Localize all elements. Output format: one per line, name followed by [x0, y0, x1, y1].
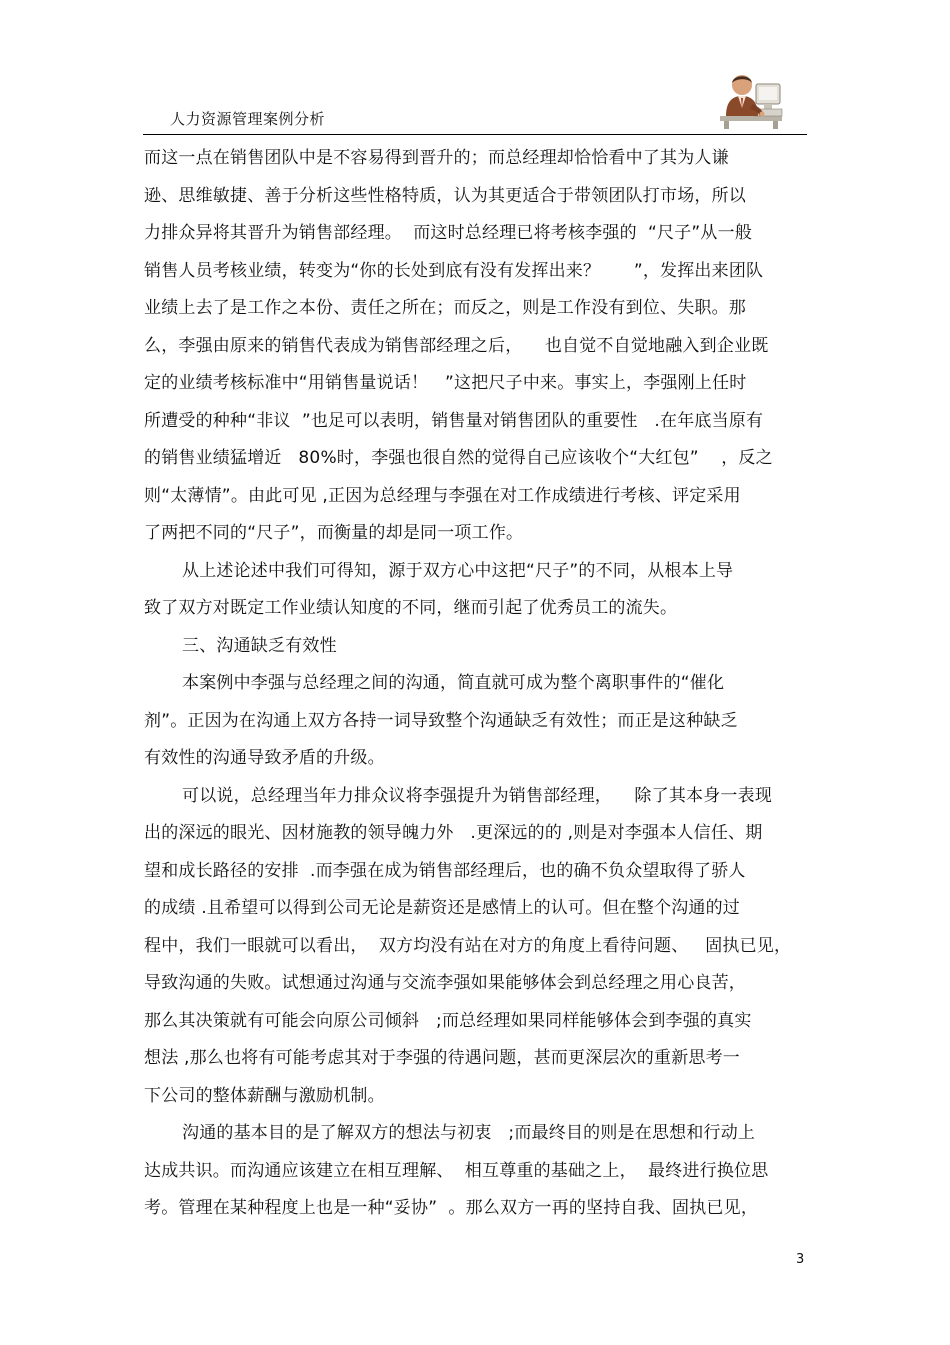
text-line: 那么其决策就有可能会向原公司倾斜 ;而总经理如果同样能够体会到李强的真实 [144, 1010, 752, 1031]
document-body [144, 140, 824, 1228]
paragraph-start-line: 从上述论述中我们可得知，源于双方心中这把“尺子”的不同，从根本上导 [182, 560, 734, 581]
paragraph-start-line: 本案例中李强与总经理之间的沟通，简直就可成为整个离职事件的“催化 [182, 673, 725, 693]
text-line: 业绩上去了是工作之本份、责任之所在；而反之，则是工作没有到位、失职。那 [144, 298, 746, 318]
text-line: 达成共识。而沟通应该建立在相互理解、 相互尊重的基础之上， 最终进行换位思 [144, 1160, 769, 1181]
text-line: 逊、思维敏捷、善于分析这些性格特质，认为其更适合于带领团队打市场，所以 [144, 185, 746, 206]
paragraph-start-line: 沟通的基本目的是了解双方的想法与初衷 ;而最终目的则是在思想和行动上 [182, 1123, 756, 1143]
text-line: 了两把不同的“尺子”，而衡量的却是同一项工作。 [144, 523, 524, 543]
text-line: 导致沟通的失败。试想通过沟通与交流李强如果能够体会到总经理之用心良苦， [144, 973, 746, 993]
text-line: 剂”。正因为在沟通上双方各持一词导致整个沟通缺乏有效性；而正是这种缺乏 [144, 710, 738, 731]
businessman-at-computer-icon [718, 68, 784, 130]
text-line: 而这一点在销售团队中是不容易得到晋升的；而总经理却恰恰看中了其为人谦 [144, 148, 729, 168]
text-line: 则“太薄情”。由此可见 ,正因为总经理与李强在对工作成绩进行考核、评定采用 [144, 485, 741, 506]
header-divider [143, 134, 807, 135]
header-title: 人力资源管理案例分析 [170, 110, 326, 128]
text-line: 力排众异将其晋升为销售部经理。 而这时总经理已将考核李强的 “尺子”从一般 [144, 223, 753, 243]
text-line: 致了双方对既定工作业绩认知度的不同，继而引起了优秀员工的流失。 [144, 598, 678, 618]
text-line: 有效性的沟通导致矛盾的升级。 [144, 748, 385, 768]
text-line: 望和成长路径的安排 .而李强在成为销售部经理后，也的确不负众望取得了骄人 [144, 860, 746, 881]
text-line: 所遭受的种种“非议 ”也足可以表明，销售量对销售团队的重要性 .在年底当原有 [144, 410, 764, 431]
text-line: 的销售业绩猛增近 80%时，李强也很自然的觉得自己应该收个“大红包” ，反之 [144, 448, 773, 468]
text-line: 出的深远的眼光、因材施教的领导魄力外 .更深远的的 ,则是对李强本人信任、期 [144, 823, 763, 843]
text-line: 的成绩 .且希望可以得到公司无论是薪资还是感情上的认可。但在整个沟通的过 [144, 898, 741, 918]
text-line: 下公司的整体薪酬与激励机制。 [144, 1085, 385, 1106]
paragraph-start-line: 可以说，总经理当年力排众议将李强提升为销售部经理， 除了其本身一表现 [182, 785, 773, 806]
text-line: 程中，我们一眼就可以看出， 双方均没有站在对方的角度上看待问题、 固执已见， [144, 935, 792, 956]
text-line: 想法 ,那么也将有可能考虑其对于李强的待遇问题，甚而更深层次的重新思考一 [144, 1048, 741, 1068]
text-line: 么，李强由原来的销售代表成为销售部经理之后， 也自觉不自觉地融入到企业既 [144, 335, 769, 356]
page-number: 3 [796, 1252, 805, 1267]
section-heading: 三、沟通缺乏有效性 [182, 635, 337, 656]
text-line: 考。管理在某种程度上也是一种“妥协” 。那么双方一再的坚持自我、固执已见， [144, 1198, 759, 1218]
text-line: 定的业绩考核标准中“用销售量说话！ ”这把尺子中来。事实上，李强刚上任时 [144, 373, 747, 393]
text-line: 销售人员考核业绩，转变为“你的长处到底有没有发挥出来？ ”，发挥出来团队 [144, 260, 764, 281]
